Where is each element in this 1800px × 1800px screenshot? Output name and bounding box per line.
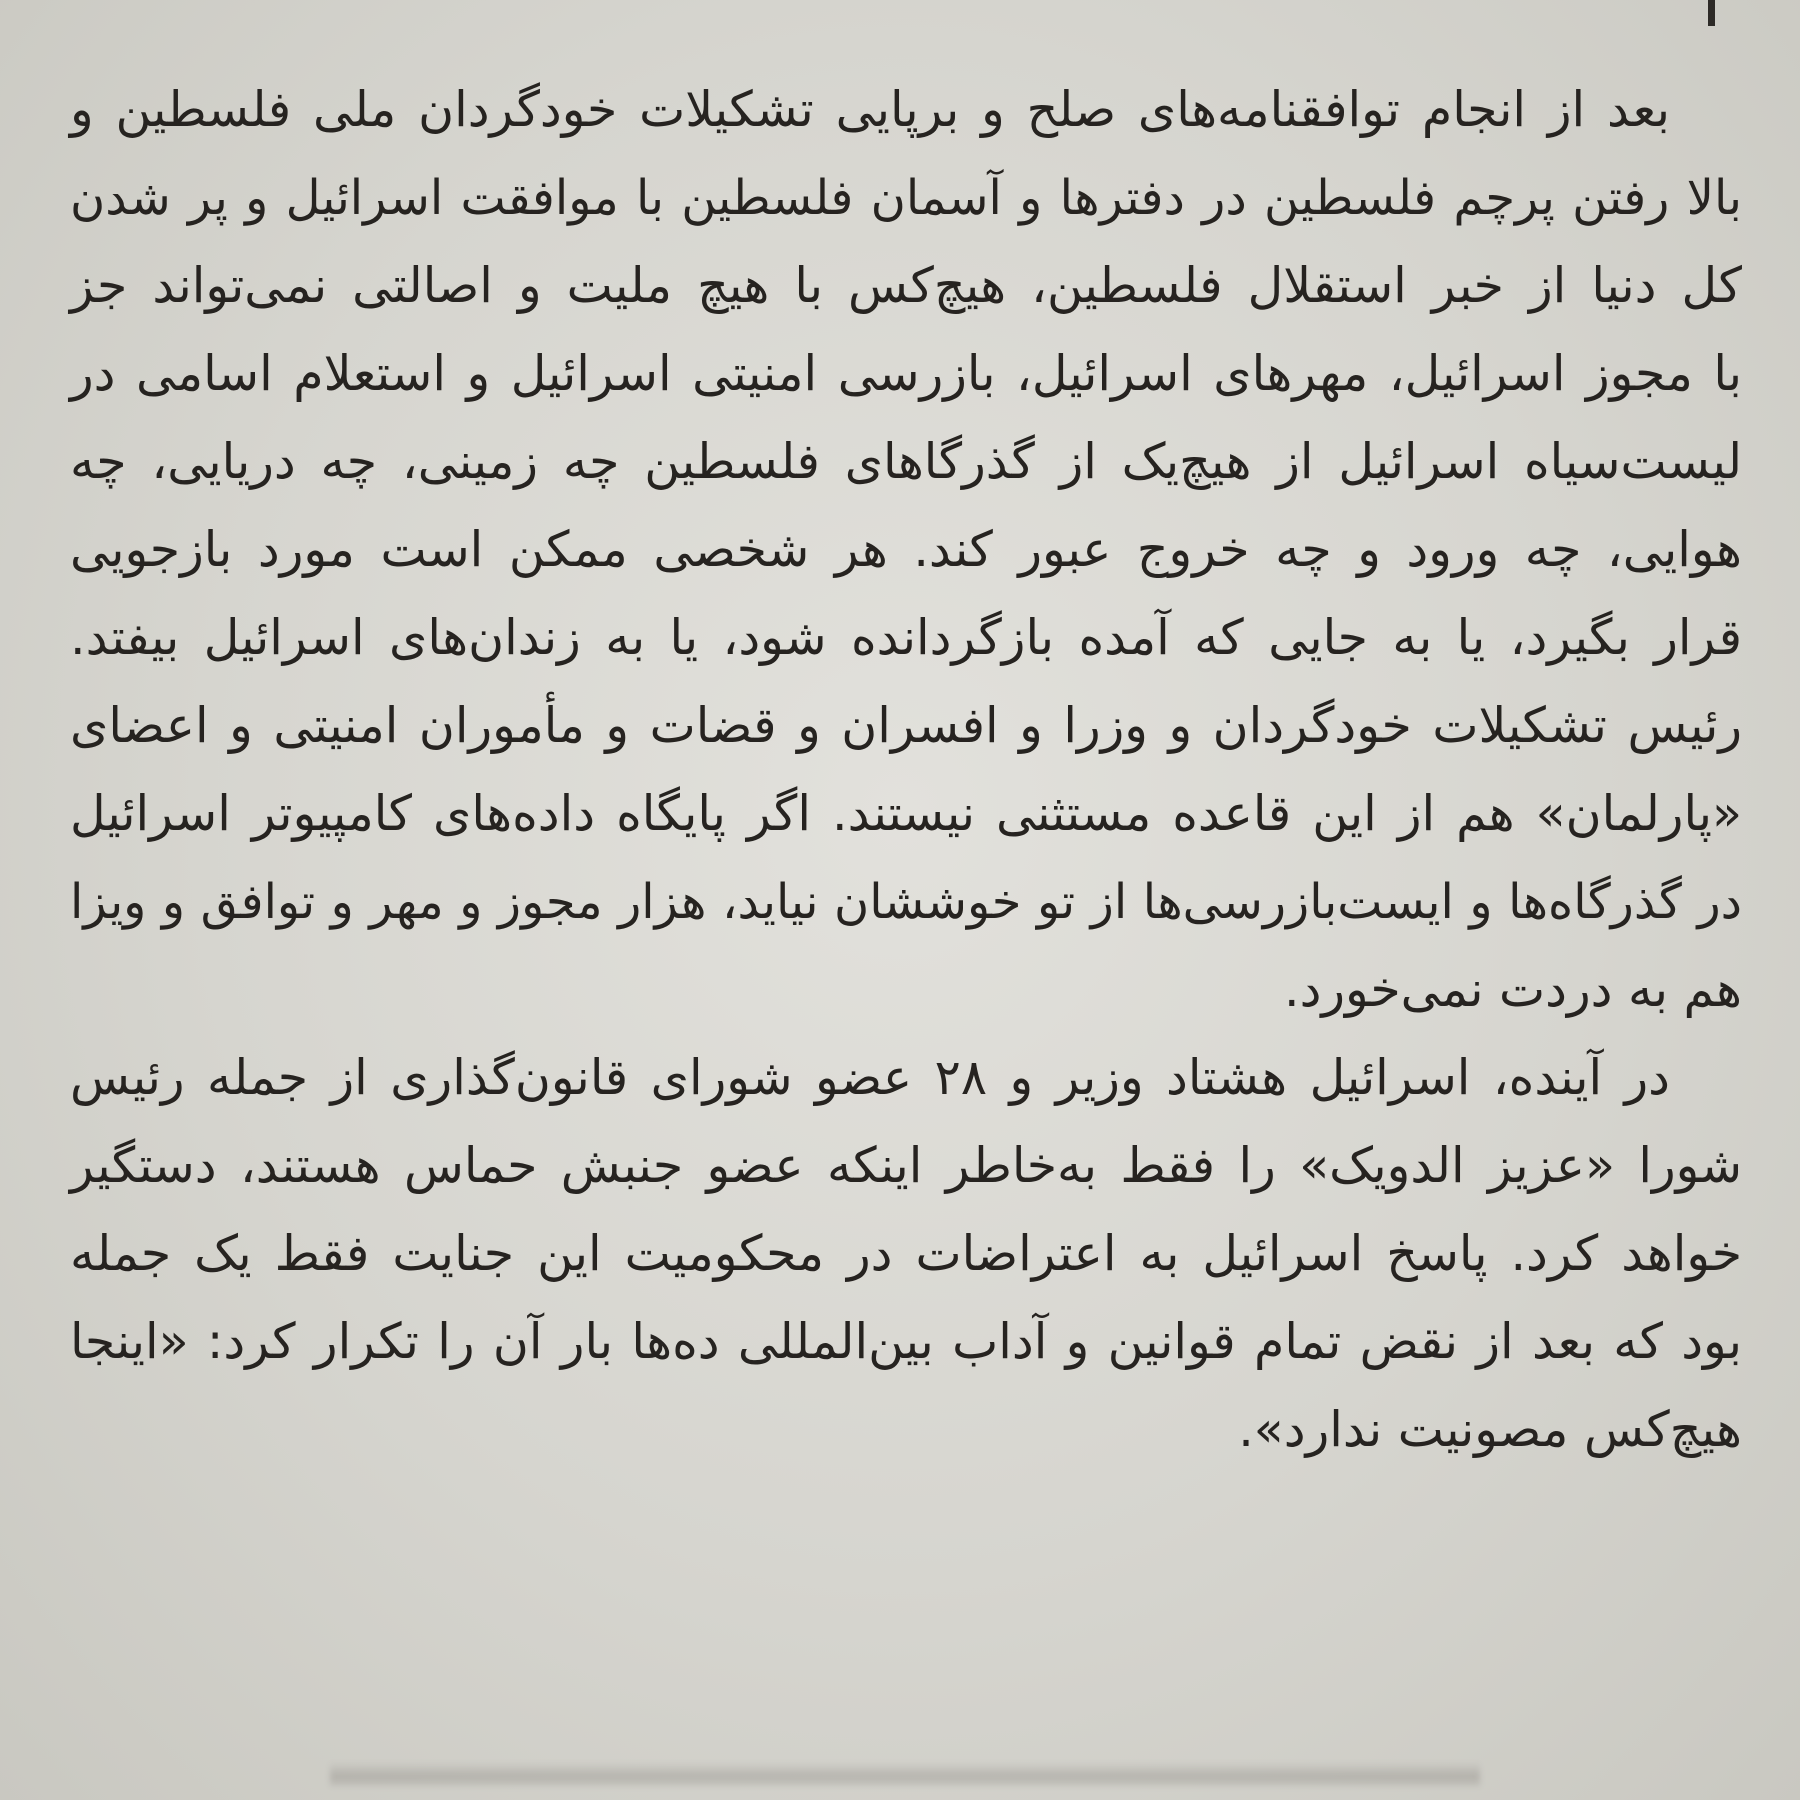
paragraph-2-line-4: بود که بعد از نقض تمام قوانین و آداب بین‌المللی ده‌ها بار آن را تکرار کرد: «اینجا [70, 1313, 1742, 1370]
paragraph-2-line-1: در آینده، اسرائیل هشتاد وزیر و ۲۸ عضو شورای قانون‌گذاری از جمله رئیس [70, 1049, 1670, 1106]
paragraph-2-line-3: خواهد کرد. پاسخ اسرائیل به اعتراضات در محکومیت این جنایت فقط یک جمله [70, 1225, 1742, 1282]
paragraph-1-line-2: بالا رفتن پرچم فلسطین در دفترها و آسمان فلسطین با موافقت اسرائیل و پر شدن [70, 170, 1742, 226]
paragraph-1-line-11: هم به دردت نمی‌خورد. [1284, 961, 1742, 1018]
paragraph-1-line-6: هوایی، چه ورود و چه خروج عبور کند. هر شخصی ممکن است مورد بازجویی [70, 521, 1742, 578]
body-text [70, 66, 1742, 1474]
paragraph-1-line-10: در گذرگاه‌ها و ایست‌بازرسی‌ها از تو خوششان نیاید، هزار مجوز و مهر و توافق و ویزا [70, 874, 1742, 930]
paragraph-1-line-7: قرار بگیرد، یا به جایی که آمده بازگردانده شود، یا به زندان‌های اسرائیل بیفتد. [70, 609, 1742, 666]
paragraph-1-line-8: رئیس تشکیلات خودگردان و وزرا و افسران و قضات و مأموران امنیتی و اعضای [70, 697, 1742, 754]
page-edge-mark [1708, 0, 1715, 26]
paragraph-1-line-5: لیست‌سیاه اسرائیل از هیچ‌یک از گذرگاهای فلسطین چه زمینی، چه دریایی، چه [70, 433, 1742, 490]
paragraph-2-line-5: هیچ‌کس مصونیت ندارد». [1238, 1401, 1742, 1458]
paragraph-1-line-1: بعد از انجام توافقنامه‌های صلح و برپایی تشکیلات خودگردان ملی فلسطین و [70, 81, 1670, 138]
paragraph-2-line-2: شورا «عزیز الدویک» را فقط به‌خاطر اینکه عضو جنبش حماس هستند، دستگیر [70, 1137, 1742, 1194]
paragraph-1-line-9: «پارلمان» هم از این قاعده مستثنی نیستند. اگر پایگاه داده‌های کامپیوتر اسرائیل [70, 785, 1742, 842]
paragraph-1-line-4: با مجوز اسرائیل، مهرهای اسرائیل، بازرسی امنیتی اسرائیل و استعلام اسامی در [70, 345, 1742, 402]
paragraph-1-line-3: کل دنیا از خبر استقلال فلسطین، هیچ‌کس با هیچ ملیت و اصالتی نمی‌تواند جز [70, 257, 1742, 314]
bleed-through-smudge [330, 1762, 1480, 1786]
